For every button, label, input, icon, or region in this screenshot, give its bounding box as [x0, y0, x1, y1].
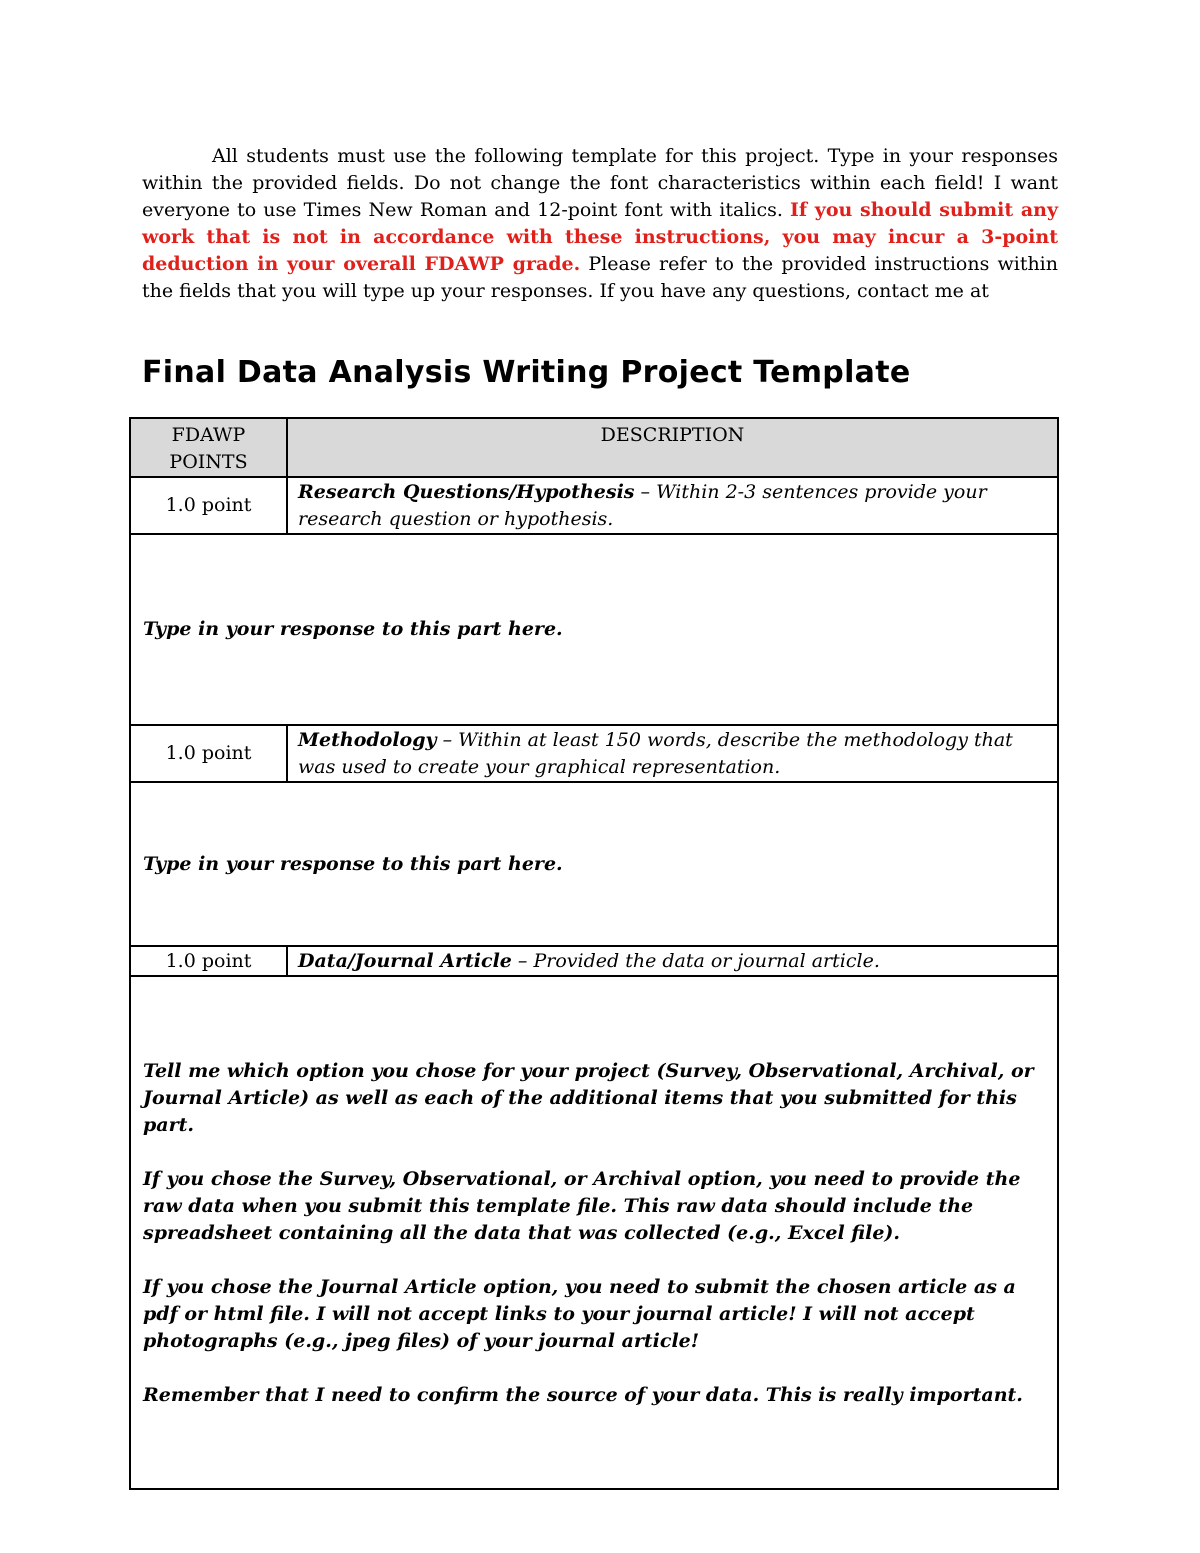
template-table [129, 417, 1059, 1490]
intro-paragraph [142, 143, 1058, 305]
response-paragraph: Tell me which option you chose for your project (Survey, Observational, Archival, or Journal Article) as well as each of the additional items that you submitted for this part. [143, 1060, 1034, 1136]
section-instruction: – Within at least 150 words, describe the methodology that was used to create your graphical representation. [298, 729, 1013, 778]
section-row [130, 477, 1058, 534]
response-paragraph: Remember that I need to confirm the source of your data. This is really important. [143, 1384, 1023, 1406]
section-points: 1.0 point [130, 946, 287, 976]
response-field[interactable] [130, 976, 1058, 1489]
response-field[interactable] [130, 782, 1058, 946]
intro-warning: If you should submit any work that is not in accordance with these instructions, you may incur a 3-point deduction in your overall FDAWP grade. [142, 199, 1058, 275]
response-paragraph: If you chose the Journal Article option, you need to submit the chosen article as a pdf or html file. I will not accept links to your journal article! I will not accept photographs (e.g., jpeg files) of your journal article! [143, 1276, 1016, 1352]
section-description [287, 477, 1058, 534]
section-heading: Data/Journal Article [298, 950, 512, 972]
table-header-row [130, 418, 1058, 477]
response-field[interactable] [130, 534, 1058, 725]
section-heading: Methodology [298, 729, 437, 751]
intro-text-2: Please refer to the provided instructions within the fields that you will type up your responses. If you have any questions, contact me at [142, 253, 1058, 302]
section-points: 1.0 point [130, 477, 287, 534]
header-points: FDAWP POINTS [130, 418, 287, 477]
section-instruction: – Provided the data or journal article. [511, 950, 880, 972]
intro-text-1: All students must use the following template for this project. Type in your responses within the provided fields. Do not change the font characteristics within each field! I want everyone to use Times New Roman and 12-point font with italics. [142, 145, 1058, 221]
header-description: DESCRIPTION [287, 418, 1058, 477]
section-description [287, 946, 1058, 976]
response-placeholder: Type in your response to this part here. [143, 618, 563, 640]
page-title: Final Data Analysis Writing Project Template [142, 355, 911, 390]
section-points: 1.0 point [130, 725, 287, 782]
section-instruction: – Within 2-3 sentences provide your research question or hypothesis. [298, 481, 987, 530]
response-row [130, 782, 1058, 946]
response-row [130, 976, 1058, 1489]
section-row [130, 725, 1058, 782]
response-row [130, 534, 1058, 725]
section-description [287, 725, 1058, 782]
response-paragraph: If you chose the Survey, Observational, or Archival option, you need to provide the raw data when you submit this template file. This raw data should include the spreadsheet containing all the data that was collected (e.g., Excel file). [143, 1168, 1021, 1244]
section-heading: Research Questions/Hypothesis [298, 481, 635, 503]
section-row [130, 946, 1058, 976]
response-placeholder: Type in your response to this part here. [143, 852, 563, 875]
